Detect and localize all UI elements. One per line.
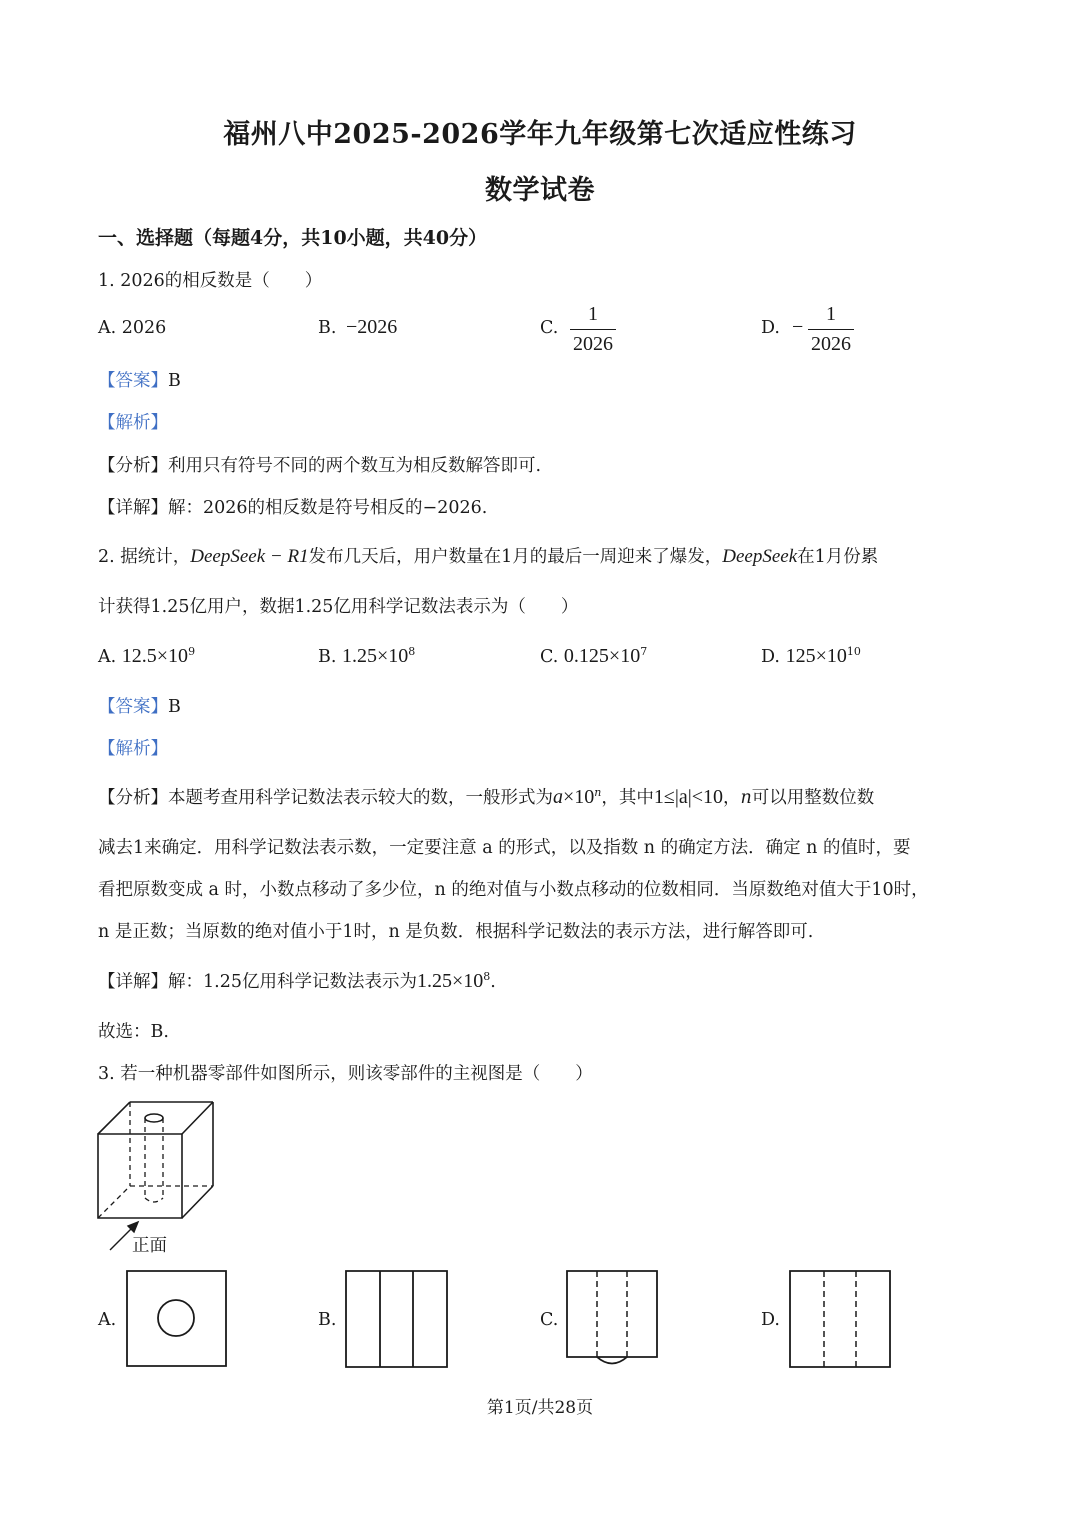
xiangjie-text: 解：1.25亿用科学记数法表示为: [168, 972, 417, 992]
math-exponent: 8: [483, 970, 491, 984]
q1-option-d-denominator: 2026: [811, 333, 851, 355]
q2-option-c: [540, 645, 647, 668]
math-exponent: n: [594, 786, 602, 800]
answer-tag: 【答案】: [98, 371, 168, 391]
q2-stem-line2: 计获得1.25亿用户，数据1.25亿用科学记数法表示为（ ）: [98, 597, 579, 617]
math-inequality: 1≤|a|<10: [653, 786, 724, 808]
fenxi-tag: 【分析】: [98, 456, 168, 476]
fenxi-text: 可以用整数位数: [751, 788, 875, 808]
q1-option-b-label: B.: [318, 318, 337, 338]
fenxi-text: 利用只有符号不同的两个数互为相反数解答即可.: [168, 456, 542, 476]
option-label: A.: [98, 647, 117, 667]
q3-option-a-figure: [126, 1270, 228, 1368]
math-base: 1.25×10: [416, 970, 484, 992]
page-title: 福州八中2025-2026学年九年级第七次适应性练习: [223, 119, 857, 150]
q2-option-a: [98, 645, 195, 668]
q1-analysis: [98, 452, 541, 477]
q2-stem-part: 在1月份累: [797, 547, 879, 567]
page-number: 第1页/共28页: [486, 1398, 594, 1418]
q1-option-b-value: −2026: [346, 316, 398, 338]
fraction-bar: [570, 329, 616, 330]
q3-option-c-label: C.: [540, 1310, 559, 1330]
option-base: 0.125×10: [563, 645, 641, 667]
fenxi-text: 本题考查用科学记数法表示较大的数，一般形式为: [168, 788, 553, 808]
q1-option-d-numerator: 1: [826, 303, 836, 325]
xiangjie-tag: 【详解】: [98, 498, 168, 518]
q2-deepseek-r1: DeepSeek − R1: [190, 546, 309, 567]
q3-option-c-figure: [566, 1270, 659, 1369]
fenxi-tag: 【分析】: [98, 788, 168, 808]
q2-analysis-line1: [98, 784, 874, 809]
option-base: 12.5×10: [121, 645, 189, 667]
q3-option-d-label: D.: [761, 1310, 780, 1330]
q1-option-a: A. 2026: [98, 318, 167, 338]
q2-analysis-line2: 减去1来确定．用科学记数法表示数，一定要注意 a 的形式，以及指数 n 的确定方法．确定 n 的值时，要: [98, 838, 911, 858]
q1-option-c-label: C.: [540, 318, 559, 338]
option-label: D.: [761, 647, 780, 667]
option-exponent: 8: [408, 645, 416, 659]
option-exponent: 7: [640, 645, 648, 659]
option-label: B.: [318, 647, 337, 667]
fenxi-text: ，其中: [601, 788, 654, 808]
option-exponent: 10: [846, 645, 861, 659]
q1-option-c-denominator: 2026: [573, 333, 613, 355]
math-base: ×10: [563, 786, 595, 808]
q1-option-c-fraction: [570, 303, 616, 356]
q2-stem-part: 发布几天后，用户数量在1月的最后一周迎来了爆发，: [308, 547, 723, 567]
answer-value: B: [168, 697, 181, 717]
q1-detail: [98, 494, 487, 519]
q2-answer: [98, 693, 181, 718]
q2-final-choice: 故选：B.: [98, 1022, 169, 1042]
option-base: 125×10: [785, 645, 847, 667]
fraction-bar: [808, 329, 854, 330]
q2-analysis-line3: 看把原数变成 a 时，小数点移动了多少位，n 的绝对值与小数点移动的位数相同．当原数绝对值大于10时，: [98, 880, 929, 900]
q2-analysis-line4: n 是正数；当原数的绝对值小于1时，n 是负数．根据科学记数法的表示方法，进行解答即可.: [98, 922, 814, 942]
front-label: 正面: [132, 1236, 167, 1256]
q2-detail: [98, 968, 496, 993]
q3-option-d-figure: [789, 1270, 892, 1369]
q2-jiexi-tag: 【解析】: [98, 739, 168, 759]
q2-stem-part: 2. 据统计，: [98, 547, 191, 567]
q2-deepseek: DeepSeek: [722, 546, 798, 567]
page-subtitle: 数学试卷: [485, 175, 595, 206]
q3-stem: 3. 若一种机器零部件如图所示，则该零部件的主视图是（ ）: [98, 1064, 593, 1084]
q1-option-d-label: D.: [761, 318, 780, 338]
fenxi-text: ，: [723, 788, 741, 808]
xiangjie-tag: 【详解】: [98, 972, 168, 992]
q2-stem-line1: [98, 543, 878, 568]
q1-jiexi-tag: 【解析】: [98, 413, 168, 433]
math-n: n: [740, 788, 752, 808]
answer-value: B: [168, 371, 181, 391]
q1-answer: [98, 367, 181, 392]
q3-option-b-label: B.: [318, 1310, 337, 1330]
q2-option-b: [318, 645, 415, 668]
q3-option-b-figure: [345, 1270, 449, 1369]
q3-option-a-label: A.: [98, 1310, 117, 1330]
q2-option-d: [761, 645, 861, 668]
option-exponent: 9: [188, 645, 196, 659]
answer-tag: 【答案】: [98, 697, 168, 717]
q1-option-c-numerator: 1: [588, 303, 598, 325]
q1-stem: 1. 2026的相反数是（ ）: [98, 271, 323, 291]
option-label: C.: [540, 647, 559, 667]
section-heading: 一、选择题（每题4分，共10小题，共40分）: [98, 227, 488, 249]
xiangjie-text: 解：2026的相反数是符号相反的−2026.: [168, 498, 488, 518]
option-base: 1.25×10: [342, 645, 409, 667]
xiangjie-end: .: [490, 972, 496, 992]
q1-option-d-fraction: [808, 303, 854, 356]
q1-option-d-sign: −: [792, 316, 804, 338]
math-a: a: [553, 786, 563, 808]
